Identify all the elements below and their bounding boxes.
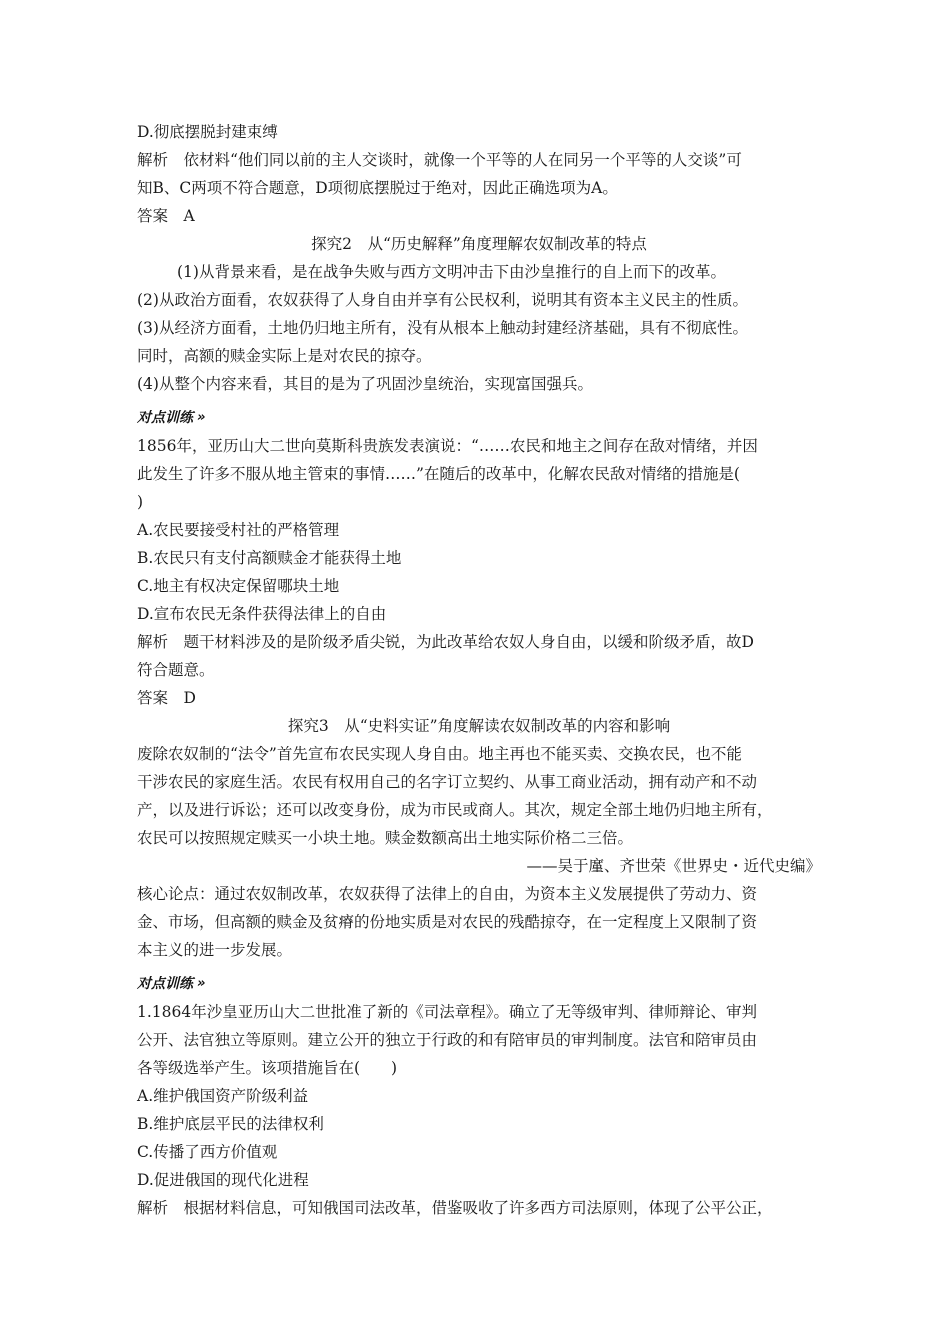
point-2: (2)从政治方面看，农奴获得了人身自由并享有公民权利，说明其有资本主义民主的性质。 bbox=[137, 291, 748, 309]
point-3-continued: 同时，高额的赎金实际上是对农民的掠夺。 bbox=[137, 347, 432, 365]
option-d: D.宣布农民无条件获得法律上的自由 bbox=[137, 605, 387, 623]
document-page bbox=[137, 118, 821, 1222]
option-d: D.彻底摆脱封建束缚 bbox=[137, 123, 278, 141]
analysis-line: 解析 根据材料信息，可知俄国司法改革，借鉴吸收了许多西方司法原则，体现了公平公正， bbox=[137, 1199, 773, 1217]
question-2-block bbox=[137, 998, 821, 1222]
points-block bbox=[137, 286, 821, 398]
option-d: D.促进俄国的现代化进程 bbox=[137, 1171, 309, 1189]
analysis-line: 解析 依材料“他们同以前的主人交谈时，就像一个平等的人在同另一个平等的人交谈”可 bbox=[137, 151, 742, 169]
analysis-line: 符合题意。 bbox=[137, 661, 215, 679]
question-line: 各等级选举产生。该项措施旨在( ) bbox=[137, 1059, 398, 1077]
material-line: 农民可以按照规定赎买一小块土地。赎金数额高出土地实际价格二三倍。 bbox=[137, 829, 634, 847]
option-b: B.农民只有支付高额赎金才能获得土地 bbox=[137, 549, 402, 567]
practice-label bbox=[137, 970, 821, 998]
core-line: 核心论点：通过农奴制改革，农奴获得了法律上的自由，为资本主义发展提供了劳动力、资 bbox=[137, 885, 758, 903]
question-line: 此发生了许多不服从地主管束的事情……”在随后的改革中，化解农民敌对情绪的措施是( bbox=[137, 465, 740, 483]
section-heading-3: 探究3 从“史料实证”角度解读农奴制改革的内容和影响 bbox=[287, 717, 671, 735]
double-chevron-icon: » bbox=[197, 976, 203, 991]
answer-line: 答案 A bbox=[137, 207, 195, 225]
option-a: A.维护俄国资产阶级利益 bbox=[137, 1087, 309, 1105]
analysis-line: 解析 题干材料涉及的是阶级矛盾尖锐，为此改革给农奴人身自由，以缓和阶级矛盾，故D bbox=[137, 633, 754, 651]
option-b: B.维护底层平民的法律权利 bbox=[137, 1115, 324, 1133]
question-line: 1.1864年沙皇亚历山大二世批准了新的《司法章程》。确立了无等级审判、律师辩论、审判 bbox=[137, 1003, 757, 1021]
point-1: (1)从背景来看，是在战争失败与西方文明冲击下由沙皇推行的自上而下的改革。 bbox=[177, 263, 726, 281]
question-line: 公开、法官独立等原则。建立公开的独立于行政的和有陪审员的审判制度。法官和陪审员由 bbox=[137, 1031, 758, 1049]
core-line: 本主义的进一步发展。 bbox=[137, 941, 293, 959]
option-c: C.地主有权决定保留哪块土地 bbox=[137, 577, 340, 595]
analysis-line: 知B、C两项不符合题意，D项彻底摆脱过于绝对，因此正确选项为A。 bbox=[137, 179, 618, 197]
material-line: 干涉农民的家庭生活。农民有权用自己的名字订立契约、从事工商业活动，拥有动产和不动 bbox=[137, 773, 758, 791]
material-line: 废除农奴制的“法令”首先宣布农民实现人身自由。地主再也不能买卖、交换农民，也不能 bbox=[137, 745, 742, 763]
core-line: 金、市场，但高额的赎金及贫瘠的份地实质是对农民的残酷掠夺，在一定程度上又限制了资 bbox=[137, 913, 758, 931]
practice-label-text: 对点训练 bbox=[137, 410, 193, 426]
point-3: (3)从经济方面看，土地仍归地主所有，没有从根本上触动封建经济基础，具有不彻底性。 bbox=[137, 319, 748, 337]
question-line: 1856年，亚历山大二世向莫斯科贵族发表演说：“……农民和地主之间存在敌对情绪，并因 bbox=[137, 437, 758, 455]
point-4: (4)从整个内容来看，其目的是为了巩固沙皇统治，实现富国强兵。 bbox=[137, 375, 593, 393]
question-1-block bbox=[137, 432, 821, 712]
answer-line: 答案 D bbox=[137, 689, 196, 707]
question-line: ) bbox=[137, 493, 144, 511]
double-chevron-icon: » bbox=[197, 410, 203, 425]
practice-label-text: 对点训练 bbox=[137, 976, 193, 992]
material-source: ——吴于廑、齐世荣《世界史・近代史编》 bbox=[526, 857, 821, 875]
option-a: A.农民要接受村社的严格管理 bbox=[137, 521, 340, 539]
section-heading-2: 探究2 从“历史解释”角度理解农奴制改革的特点 bbox=[311, 235, 647, 253]
material-block bbox=[137, 740, 821, 880]
material-line: 产，以及进行诉讼；还可以改变身份，成为市民或商人。其次，规定全部土地仍归地主所有， bbox=[137, 801, 773, 819]
option-c: C.传播了西方价值观 bbox=[137, 1143, 278, 1161]
core-argument-block bbox=[137, 880, 821, 964]
practice-label bbox=[137, 404, 821, 432]
previous-answer-block bbox=[137, 118, 821, 230]
